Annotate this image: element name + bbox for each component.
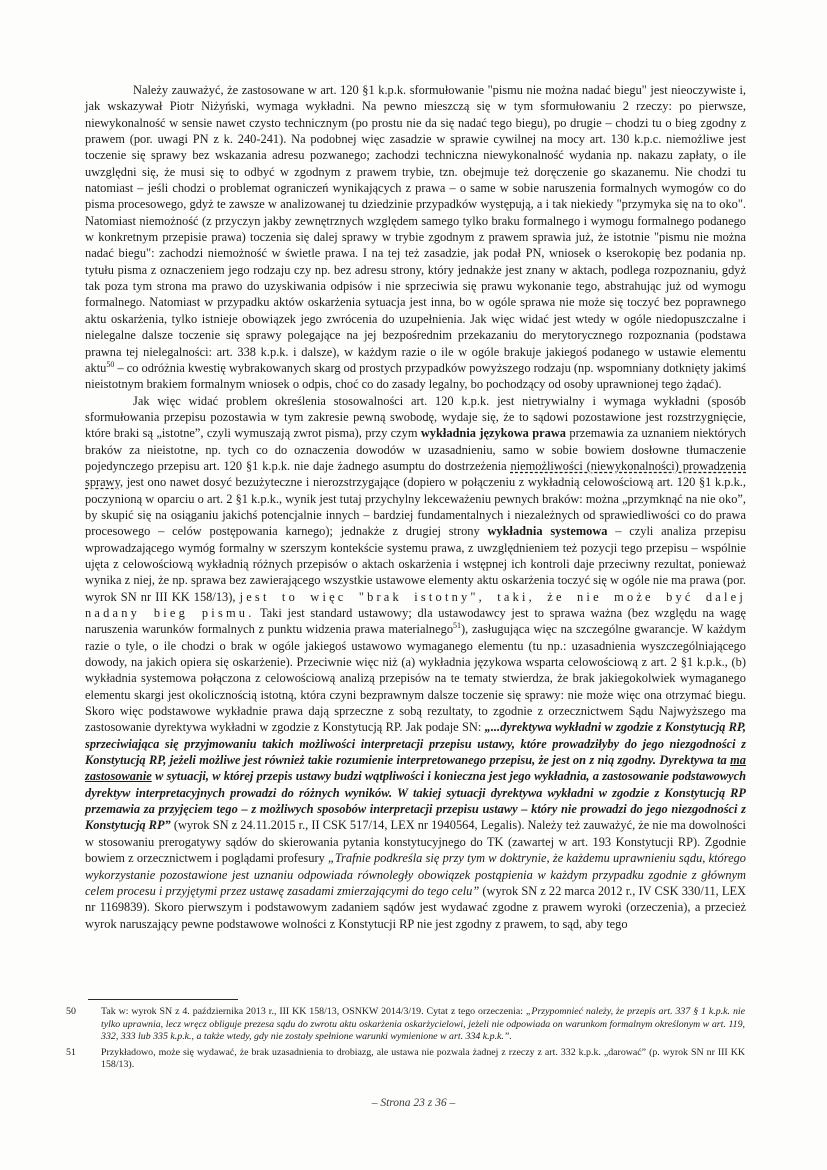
- footnote: [66, 1047, 745, 1072]
- text-segment: wykładnia językowa prawa: [420, 426, 566, 441]
- document-body: [85, 82, 746, 932]
- footnote-text: [101, 1047, 745, 1072]
- text-segment: (wyrok SN z 22 marca 2012 r., IV CSK 330/11, LEX nr 1169839). Skoro pierwszym i podstawowym zadaniem sądów jest wydawać zgodne z prawem wyroki (orzeczenia), a przecież wyrok naruszający pewne podstawowe wolności z Konstytucji RP nie jest zgodny z prawem, to sąd, aby tego: [85, 883, 747, 931]
- text-segment: Przykładowo, może się wydawać, że brak uzasadnienia to drobiazg, ale ustawa nie pozwala żadnej z rzeczy z art. 332 k.p.k. „darować” (p. wyrok SN nr III KK 158/13).: [101, 1046, 745, 1071]
- footnote-number: 50: [66, 1006, 76, 1017]
- text-segment: – co odróżnia kwestię wybrakowanych skarg od prostych przypadków powyższego rodzaju (np. wspomniany dotknięty jakimś nieistotnym brakiem formalnym wniosek o odpis, choć co do zasady legalny, bo pochodzący od osoby uprawnionej tego żądać).: [85, 360, 746, 392]
- paragraph: [85, 82, 746, 393]
- footnote-reference: 50: [106, 359, 115, 369]
- text-segment: ), zasługująca więc na szczególne gwarancje. W każdym razie o tyle, o ile chodzi o brak w ogóle jakiegoś ustawowo wymaganego elementu (tu np.: uzasadnienia wyszczególniającego dowody, na jakich opiera się oskarżenie). Przeciwnie więc niż (a) wykładnia językowa wsparta celowościową z art. 2 §1 k.p.k., (b) wykładnia systemowa połączona z celowościową analizą przepisów na te tematy stwierdza, że brak jakiegokolwiek wymaganego elementu skargi jest okolicznością istotną, która czyni bezprawnym dalsze toczenie się sprawy: nie może więc ona otrzymać biegu. Skoro więc podstawowe wykładnie prawa dają sprzeczne z sobą rezultaty, to zgodnie z orzecznictwem Sądu Najwyższego ma zastosowanie dyrektywa wykładni w zgodzie z Konstytucją RP. Jak podaje SN:: [85, 622, 746, 735]
- text-segment: „Przypomnieć należy, że przepis art. 337 § 1 k.p.k. nie tylko uprawnia, lecz wręcz obliguje prezesa sądu do zwrotu aktu oskarżenia oskarżycielowi, jeżeli nie odpowiada on warunkom formalnym określonym w art. 119, 332, 333 lub 335 k.p.k., a także wtedy, gdy nie zostały spełnione warunki wymienione w art. 334 k.p.k.”.: [101, 1006, 746, 1043]
- text-segment: wykładnia systemowa: [487, 524, 608, 539]
- footnote: [66, 1006, 745, 1044]
- footnote-number: 51: [66, 1046, 76, 1058]
- text-segment: , jest ono nawet dosyć bezużyteczne i nierozstrzygające (dopiero w połączeniu z wykładnią celowościową art. 120 §1 k.p.k., poczynioną w oparciu o art. 2 §1 k.p.k., wynik jest tutaj przychylny lekceważeniu pewnych braków: można „przymknąć na nie oko”, by skupić się na osiąganiu jakichś potencjalnie innych – bardziej fundamentalnych i niezależnych od sprawiedliwości co do prawa procesowego – celów postępowania karnego); jednakże z drugiej strony: [85, 475, 746, 539]
- text-segment: (wyrok SN z 24.11.2015 r., II CSK 517/14, LEX nr 1940564, Legalis). Należy też zauważyć, że nie ma dowolności w stosowaniu prerogatywy sądów do skierowania pytania konstytucyjnego do TK (zawartej w art. 193 Konstytucji RP). Zgodnie bowiem z orzecznictwem i poglądami profesury: [85, 818, 746, 866]
- text-segment: w sytuacji, w której przepis ustawy budzi wątpliwości i konieczna jest jego wykładnia, a zastosowanie podstawowych dyrektyw interpretacyjnych prowadzi do różnych wyników. W takiej sytuacji dyrektywa wykładni w zgodzie z Konstytucją RP przemawia za przyjęciem tego – z możliwych sposobów interpretacji przepisu ustawy – który nie prowadzi do jego niezgodności z Konstytucją RP”: [85, 769, 746, 833]
- text-segment: ma zastosowanie: [85, 753, 746, 784]
- text-segment: jest to więc "brak istotny", taki, że nie może być dalej nadany bieg pismu.: [85, 589, 746, 620]
- text-segment: Taki jest standard ustawowy; dla ustawodawcy jest to sprawa ważna (bez względu na wagę naruszenia warunków formalnych z punktu widzenia prawa materialnego: [85, 606, 746, 637]
- page-number-footer: – Strona 23 z 36 –: [371, 1097, 456, 1109]
- text-segment: Jak więc widać problem określenia stosowalności art. 120 k.p.k. jest nietrywialny i wymaga wykładni (sposób sformułowania przepisu pozostawia w tym zakresie pewną swobodę, wydaje się, że to sądowi pozostawione jest rozstrzygnięcie, które braki są „istotne”, czyli wymuszają zwrot pisma), przy czym: [85, 393, 746, 441]
- paragraph: [85, 393, 746, 932]
- text-segment: „...dyrektywa wykładni w zgodzie z Konstytucją RP, sprzeciwiająca się przyjmowaniu takich możliwości interpretacji przepisu ustawy, które prowadziłyby do jego niezgodności z Konstytucją RP, jeżeli możliwe jest również takie rozumienie interpretowanego przepisu, że jest on z nią zgodny. Dyrektywa ta: [85, 720, 746, 768]
- footnote-separator: [88, 999, 238, 1000]
- text-segment: „Trafnie podkreśla się przy tym w doktrynie, że każdemu uprawnieniu sądu, którego wykorzystanie pozostawione jest uznaniu odpowiada równoległy obowiązek postąpienia w każdym przypadku zgodnie z głównym celem procesu i przyjętymi przez ustawę zasadami zmierzającymi do tego celu”: [85, 851, 746, 898]
- text-segment: Należy zauważyć, że zastosowane w art. 120 §1 k.p.k. sformułowanie "pismu nie można nadać biegu" jest nieoczywiste i, jak wskazywał Piotr Niżyński, wymaga wykładni. Na pewno mieszczą się w tym sformułowaniu 2 rzeczy: po pierwsze, niewykonalność w sensie nawet czysto technicznym (po prostu nie da się nadać tego biegu), po drugie – chodzi tu o bieg zgodny z prawem (por. uwagi PN z k. 240-241). Na podobnej więc zasadzie w sprawie cywilnej na mocy art. 130 k.p.c. niemożliwe jest toczenie się sprawy bez wskazania adresu pozwanego; zachodzi techniczna niewykonalność wydania np. nakazu zapłaty, o ile uwzględni się, że musi się to odbyć w zgodnym z prawem trybie, tzn. obejmuje też doręczenie go skazanemu. Nie chodzi tu natomiast – jeśli chodzi o problemat ograniczeń wynikających z prawa – o same w sobie naruszenia formalnych wymogów co do pisma procesowego, gdyż te zawsze w analizowanej tu dziedzinie przypadków występują, a i tak niekiedy "przymyka się na to oko". Natomiast niemożność (z przyczyn jakby zewnętrznych względem samego tylko braku formalnego i wymogu formalnego podanego w konkretnym przepisie prawa) toczenia się dalej sprawy w trybie zgodnym z prawem sprawia już, że istotnie "pismu nie można nadać biegu": zachodzi niemożność w świetle prawa. I na tej też zasadzie, jak podał PN, wniosek o kserokopię bez podania np. tytułu pisma z oznaczeniem jego rodzaju czy np. bez adresu strony, który jednakże jest znany w aktach, podlega rozpoznaniu, gdyż tak poza tym strona ma prawo do uzyskiwania odpisów i nie sprzeciwia się prawu wykonanie tego, abstrahując już od wymogu formalnego. Natomiast w przypadku aktów oskarżenia sytuacja jest inna, bo w ogóle sprawa nie może się toczyć bez poprawnego aktu oskarżenia, tylko istnieje obowiązek jego zwrócenia do uzupełnienia. Jak więc widać jest wtedy w ogóle niedopuszczalne i nielegalne dalsze toczenie się sprawy polegające na jej bezpośrednim przekazaniu do merytorycznego rozpoznania (podstawa prawna tej nielegalności: art. 338 k.p.k. i dalsze), w każdym razie o ile w ogóle brakuje jakiegoś podanego w ustawie elementu aktu: [85, 83, 746, 375]
- text-segment: Tak w: wyrok SN z 4. października 2013 r., III KK 158/13, OSNKW 2014/3/19. Cytat z tego orzeczenia:: [101, 1006, 526, 1017]
- footnote-reference: 51: [453, 621, 462, 631]
- text-segment: niemożliwości (niewykonalności) prowadzenia sprawy: [85, 458, 746, 490]
- footnotes-section: [66, 1006, 745, 1075]
- footnote-text: [101, 1006, 745, 1044]
- text-segment: przemawia za uznaniem niektórych braków za nieistotne, np. tych co do oznaczenia dowodów w uzasadnieniu, samo w sobie bowiem dosłowne tłumaczenie pojedynczego przepisu art. 120 §1 k.p.k. nie daje żadnego asumptu do dostrzeżenia: [85, 426, 747, 473]
- text-segment: – czyli analiza przepisu wprowadzającego wymóg formalny w szerszym kontekście systemu prawa, z uwzględnieniem też pozycji tego przepisu – wspólnie ujęta z celowościową wykładnią różnych przepisów o aktach oskarżenia i wstępnej ich kontroli daje przeciwny rezultat, ponieważ wynika z niej, że np. sprawa bez zawierającego wszystkie ustawowe elementy aktu oskarżenia toczyć się w ogóle nie ma prawa (por. wyrok SN nr III KK 158/13),: [85, 524, 746, 604]
